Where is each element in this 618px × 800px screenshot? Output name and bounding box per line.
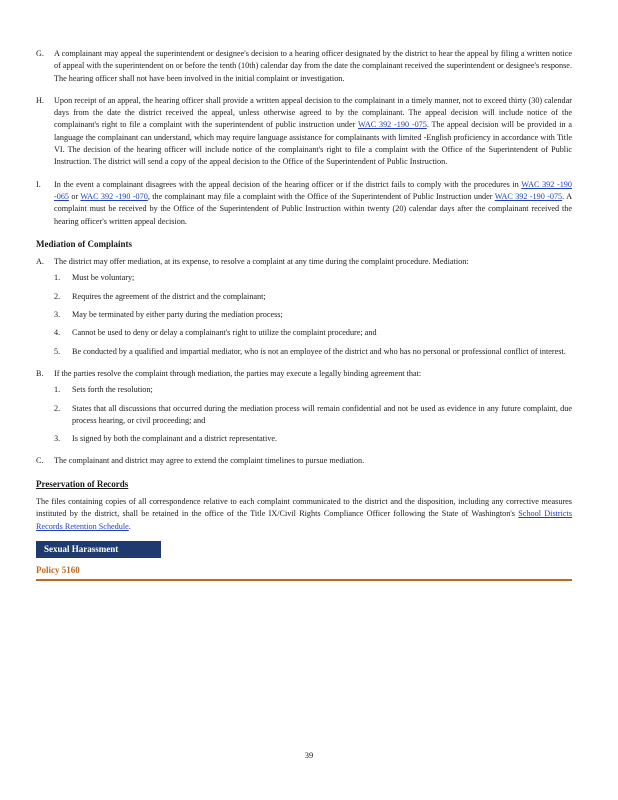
mediation-c xyxy=(36,455,572,467)
paragraph-text: The complainant and district may agree to extend the complaint timelines to pursue mediation. xyxy=(54,456,365,466)
mediation-b-list xyxy=(54,384,572,445)
mediation-b xyxy=(36,368,572,445)
paragraph-text: In the event a complainant disagrees with the appeal decision of the hearing officer or if the district fails to comply with the procedures in xyxy=(54,179,519,189)
paragraph-i xyxy=(36,179,572,228)
list-number: 2. xyxy=(54,291,61,301)
list-number: 3. xyxy=(54,434,61,444)
paragraph-g xyxy=(36,48,572,85)
paragraph-h xyxy=(36,95,572,169)
list-number: 3. xyxy=(54,310,61,320)
document-page xyxy=(36,48,572,581)
preservation-heading: Preservation of Records xyxy=(36,478,129,489)
list-item xyxy=(54,346,572,358)
paragraph-text: A complainant may appeal the superintendent or designee's decision to a hearing officer designated by the district to hear the appeal by filing a written notice of appeal with the superintendent on or before the tenth (10th) calendar day from the date the complainant received the superintendent or designee's response. The hearing officer shall not have been involved in the initial complaint or investigation. xyxy=(54,49,572,83)
list-number: 5. xyxy=(54,346,61,356)
list-text: Be conducted by a qualified and impartial mediator, who is not an employee of the district and who has no personal or professional conflict of interest. xyxy=(72,346,566,356)
list-text: Requires the agreement of the district and the complainant; xyxy=(72,291,266,301)
wac-link[interactable]: WAC 392 -190 -075 xyxy=(494,191,563,201)
paragraph-label: G. xyxy=(36,49,44,58)
list-number: 4. xyxy=(54,328,61,338)
records-retention-link[interactable]: School Districts Records Retention Schedule xyxy=(36,509,573,531)
paragraph-text: or xyxy=(71,191,79,201)
policy-label: Policy 5160 xyxy=(36,564,572,581)
mediation-a-list xyxy=(54,272,572,357)
paragraph-label: H. xyxy=(36,95,44,105)
list-text: Is signed by both the complainant and a district representative. xyxy=(72,434,278,444)
paragraph-text: If the parties resolve the complaint through mediation, the parties may execute a legally binding agreement that: xyxy=(54,368,422,378)
paragraph-label: B. xyxy=(36,368,44,378)
list-item xyxy=(54,272,572,284)
list-item xyxy=(54,384,572,396)
paragraph-text: The district may offer mediation, at its expense, to resolve a complaint at any time during the complaint procedure. Mediation: xyxy=(54,257,469,267)
paragraph-label: C. xyxy=(36,456,44,466)
list-text: States that all discussions that occurred during the mediation process will remain confidential and not be used as evidence in any future complaint, due process hearing, or civil proceeding; and xyxy=(72,403,572,425)
list-item xyxy=(54,309,572,321)
wac-link[interactable]: WAC 392 -190 -070 xyxy=(80,191,148,201)
list-number: 1. xyxy=(54,273,61,283)
list-item xyxy=(54,327,572,339)
paragraph-label: I. xyxy=(36,179,41,189)
wac-link[interactable]: WAC 392 -190 -075 xyxy=(358,120,427,130)
page-number: 39 xyxy=(304,750,314,760)
list-text: May be terminated by either party during the mediation process; xyxy=(72,310,283,320)
list-text: Sets forth the resolution; xyxy=(72,385,153,395)
paragraph-text: . The appeal decision will be provided in a language the complainant can understand, which may require language assistance for complainants with limited -English proficiency in accordance with Title VI. The decision of the hearing officer will include notice of the complainant's right to file a complaint with the Office of the Superintendent of Public Instruction. The district will send a copy of the appeal decision to the Office of the Superintendent of Public Instruction. xyxy=(54,120,572,167)
section-band: Sexual Harassment xyxy=(36,541,161,558)
list-text: Cannot be used to deny or delay a complainant's right to utilize the complaint procedure; and xyxy=(72,328,377,338)
paragraph-text: The files containing copies of all correspondence relative to each complaint communicated to the district and the disposition, including any corrective measures instituted by the district, shall be retained in the office of the Title IX/Civil Rights Compliance Officer following the State of Washington's xyxy=(36,497,572,519)
mediation-heading: Mediation of Complaints xyxy=(36,238,133,249)
list-text: Must be voluntary; xyxy=(72,273,135,283)
paragraph-text: . A complaint must be received by the Office of the Superintendent of Public Instruction within twenty (20) calendar days after the complainant received the hearing officer's written appeal decision. xyxy=(54,191,572,226)
list-number: 1. xyxy=(54,385,61,395)
list-item xyxy=(54,433,572,445)
paragraph-text: , the complainant may file a complaint with the Office of the Superintendent of Public Instruction under xyxy=(147,191,493,201)
list-item xyxy=(54,403,572,428)
wac-link[interactable]: WAC 392 -190 -065 xyxy=(54,179,572,201)
paragraph-text: . xyxy=(128,521,131,531)
paragraph-text: Upon receipt of an appeal, the hearing officer shall provide a written appeal decision to the complainant in a timely manner, not to exceed thirty (30) calendar days from the date the district received the appeal, unless otherwise agreed to by the complainant. The appeal decision will include notice of the complainant's right to file a complaint with the superintendent of public instruction under xyxy=(54,95,572,130)
mediation-a xyxy=(36,256,572,358)
preservation-paragraph xyxy=(36,496,572,533)
list-item xyxy=(54,291,572,303)
paragraph-label: A. xyxy=(36,257,44,267)
list-number: 2. xyxy=(54,403,61,413)
